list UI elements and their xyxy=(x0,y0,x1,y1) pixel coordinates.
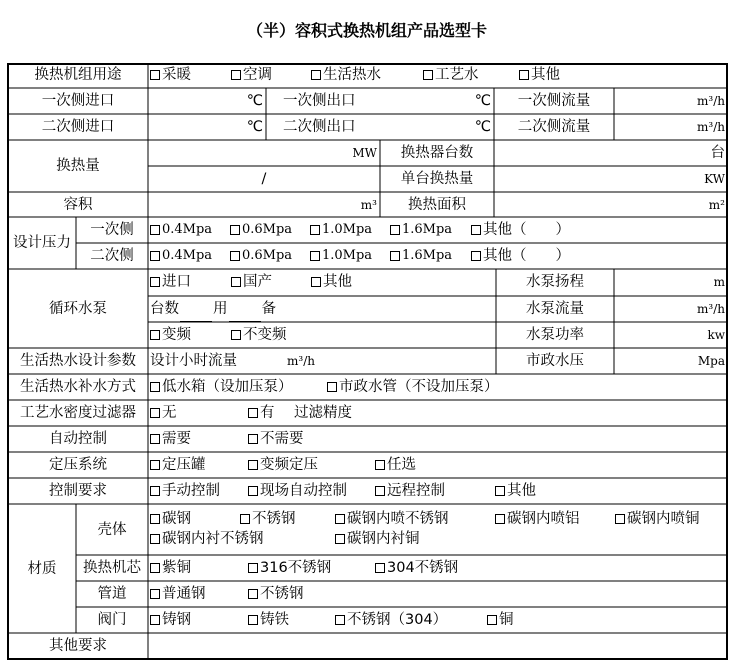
option-label: 铸钢 xyxy=(162,612,191,628)
pump-origin-option[interactable] xyxy=(311,269,352,295)
control-option[interactable] xyxy=(495,478,536,504)
pressure-label: 设计压力 xyxy=(13,235,71,251)
checkbox-icon[interactable] xyxy=(231,277,241,287)
option-label: 任选 xyxy=(387,457,416,473)
option-label: 不锈钢 xyxy=(252,511,296,527)
checkbox-icon[interactable] xyxy=(150,486,160,496)
checkbox-icon[interactable] xyxy=(311,70,321,80)
dhw-hourly-flow-field[interactable]: m³/h xyxy=(287,354,315,368)
checkbox-icon[interactable] xyxy=(150,615,160,625)
primary-flow-label: 一次侧流量 xyxy=(517,93,591,109)
usage-option-heating[interactable] xyxy=(150,62,191,88)
pressurization-option[interactable] xyxy=(150,452,206,478)
checkbox-icon[interactable] xyxy=(248,563,258,573)
shell-option[interactable] xyxy=(335,526,420,552)
option-label: 1.0Mpa xyxy=(322,248,373,263)
heat-count-field[interactable]: 台 xyxy=(710,145,725,161)
usage-label: 换热机组用途 xyxy=(34,67,122,83)
primary-inlet-label: 一次侧进口 xyxy=(41,93,115,109)
pump-standby-label: 备 xyxy=(261,301,276,317)
shell-option[interactable] xyxy=(495,506,580,532)
dhw-hourly-flow-label: 设计小时流量 xyxy=(150,353,237,369)
secondary-outlet-label: 二次侧出口 xyxy=(283,119,356,135)
control-label: 控制要求 xyxy=(49,483,107,499)
shell-option[interactable] xyxy=(615,506,700,532)
control-option[interactable] xyxy=(248,478,347,504)
checkbox-icon[interactable] xyxy=(471,225,481,235)
option-label: 铜 xyxy=(499,612,514,628)
pump-origin-option[interactable] xyxy=(150,269,191,295)
core-label: 换热机芯 xyxy=(83,560,141,576)
option-label: 进口 xyxy=(162,274,191,290)
heat-split-field[interactable]: / xyxy=(261,171,267,187)
primary-outlet-field[interactable]: ℃ xyxy=(474,93,491,109)
checkbox-icon[interactable] xyxy=(150,225,160,235)
pipe-option[interactable] xyxy=(150,581,206,607)
option-label: 手动控制 xyxy=(162,483,220,499)
pump-flow-field[interactable]: m³/h xyxy=(697,302,725,316)
auto-control-option[interactable] xyxy=(150,426,191,452)
other-requirements-label: 其他要求 xyxy=(49,638,107,654)
option-label: 采暖 xyxy=(162,67,191,83)
checkbox-icon[interactable] xyxy=(248,434,258,444)
checkbox-icon[interactable] xyxy=(390,251,400,261)
pump-freq-option[interactable] xyxy=(231,322,287,348)
makeup-option[interactable] xyxy=(327,374,499,400)
shell-label: 壳体 xyxy=(97,522,127,538)
pump-freq-option[interactable] xyxy=(150,322,191,348)
pump-duty-input[interactable] xyxy=(180,307,212,322)
pump-standby-input[interactable] xyxy=(229,307,261,322)
option-label: 空调 xyxy=(243,67,272,83)
pressure-option[interactable] xyxy=(390,243,452,269)
usage-option-process[interactable] xyxy=(423,62,479,88)
option-label: 无 xyxy=(162,405,177,421)
option-label: 铸铁 xyxy=(260,612,289,628)
unit-heat-label: 单台换热量 xyxy=(400,171,474,187)
usage-option-ac[interactable] xyxy=(231,62,272,88)
pressure-option[interactable] xyxy=(310,243,372,269)
filter-precision-label: 过滤精度 xyxy=(294,405,352,421)
checkbox-icon[interactable] xyxy=(495,514,505,524)
page-title: （半）容积式换热机组产品选型卡 xyxy=(246,21,487,40)
pump-head-label: 水泵扬程 xyxy=(526,274,584,290)
checkbox-icon[interactable] xyxy=(390,225,400,235)
unit-heat-field[interactable]: KW xyxy=(704,172,725,186)
pump-origin-option[interactable] xyxy=(231,269,272,295)
checkbox-icon[interactable] xyxy=(423,70,433,80)
volume-field[interactable]: m³ xyxy=(360,198,377,212)
auto-control-label: 自动控制 xyxy=(49,431,107,447)
pressurization-option[interactable] xyxy=(248,452,318,478)
checkbox-icon[interactable] xyxy=(150,460,160,470)
valve-option[interactable] xyxy=(335,607,447,633)
checkbox-icon[interactable] xyxy=(375,486,385,496)
option-label: 低水箱（设加压泵） xyxy=(162,379,293,395)
valve-option[interactable] xyxy=(487,607,514,633)
pump-head-field[interactable]: m xyxy=(713,275,725,289)
pressure-primary-label: 一次侧 xyxy=(90,222,134,238)
option-label: 1.6Mpa xyxy=(402,248,453,263)
checkbox-icon[interactable] xyxy=(248,408,258,418)
checkbox-icon[interactable] xyxy=(230,251,240,261)
core-option[interactable] xyxy=(248,555,331,581)
secondary-inlet-field[interactable]: ℃ xyxy=(246,119,263,135)
usage-option-other[interactable] xyxy=(519,62,560,88)
core-option[interactable] xyxy=(375,555,458,581)
checkbox-icon[interactable] xyxy=(248,486,258,496)
pressurization-option[interactable] xyxy=(375,452,416,478)
checkbox-icon[interactable] xyxy=(487,615,497,625)
checkbox-icon[interactable] xyxy=(310,225,320,235)
pump-label: 循环水泵 xyxy=(49,301,107,317)
pressure-secondary-label: 二次侧 xyxy=(90,248,134,264)
pressure-option[interactable] xyxy=(230,243,292,269)
volume-label: 容积 xyxy=(63,197,93,213)
option-label: 碳钢内喷铜 xyxy=(627,511,700,527)
checkbox-icon[interactable] xyxy=(310,251,320,261)
heat-count-label: 换热器台数 xyxy=(400,145,474,161)
checkbox-icon[interactable] xyxy=(335,534,345,544)
option-label: 1.0Mpa xyxy=(322,222,373,237)
pressure-option[interactable] xyxy=(310,217,372,243)
option-label: 需要 xyxy=(162,431,191,447)
other-requirements-field[interactable] xyxy=(150,633,725,659)
pressure-option[interactable] xyxy=(390,217,452,243)
filter-option[interactable] xyxy=(248,400,275,426)
option-label: 碳钢 xyxy=(162,511,191,527)
option-label: 0.4Mpa xyxy=(162,248,213,263)
core-option[interactable] xyxy=(150,555,191,581)
pressurization-label: 定压系统 xyxy=(49,457,107,473)
option-label: 其他（ ） xyxy=(483,222,570,238)
option-label: 现场自动控制 xyxy=(260,483,347,499)
pump-duty-label: 用 xyxy=(213,301,228,317)
pressure-option[interactable] xyxy=(150,243,212,269)
option-label: 其他 xyxy=(323,274,352,290)
pump-flow-label: 水泵流量 xyxy=(526,301,584,317)
checkbox-icon[interactable] xyxy=(231,70,241,80)
option-label: 316不锈钢 xyxy=(260,560,332,576)
option-label: 碳钢内喷铝 xyxy=(507,511,580,527)
auto-control-option[interactable] xyxy=(248,426,304,452)
option-label: 不需要 xyxy=(260,431,304,447)
option-label: 304不锈钢 xyxy=(387,560,459,576)
pressure-option[interactable] xyxy=(471,217,570,243)
checkbox-icon[interactable] xyxy=(230,225,240,235)
option-label: 市政水管（不设加压泵） xyxy=(339,379,499,395)
checkbox-icon[interactable] xyxy=(519,70,529,80)
filter-option[interactable] xyxy=(150,400,177,426)
option-label: 其他 xyxy=(507,483,536,499)
checkbox-icon[interactable] xyxy=(150,70,160,80)
secondary-flow-label: 二次侧流量 xyxy=(517,119,591,135)
checkbox-icon[interactable] xyxy=(150,382,160,392)
pressure-option[interactable] xyxy=(471,243,570,269)
option-label: 0.6Mpa xyxy=(242,248,293,263)
checkbox-icon[interactable] xyxy=(150,589,160,599)
option-label: 碳钢内衬铜 xyxy=(347,531,420,547)
area-label: 换热面积 xyxy=(408,197,466,213)
primary-inlet-field[interactable]: ℃ xyxy=(246,93,263,109)
checkbox-icon[interactable] xyxy=(335,514,345,524)
pump-count xyxy=(150,296,276,322)
makeup-option[interactable] xyxy=(150,374,293,400)
shell-option[interactable] xyxy=(150,526,264,552)
option-label: 不锈钢（304） xyxy=(347,612,448,628)
checkbox-icon[interactable] xyxy=(248,615,258,625)
checkbox-icon[interactable] xyxy=(311,277,321,287)
option-label: 紫铜 xyxy=(162,560,191,576)
pump-count-label: 台数 xyxy=(150,301,179,317)
option-label: 变频定压 xyxy=(260,457,318,473)
checkbox-icon[interactable] xyxy=(375,563,385,573)
heat-total-field[interactable]: MW xyxy=(352,146,377,160)
primary-flow-field[interactable]: m³/h xyxy=(697,94,725,108)
control-option[interactable] xyxy=(150,478,220,504)
option-label: 变频 xyxy=(162,327,191,343)
checkbox-icon[interactable] xyxy=(150,408,160,418)
secondary-outlet-field[interactable]: ℃ xyxy=(474,119,491,135)
control-option[interactable] xyxy=(375,478,445,504)
municipal-pressure-label: 市政水压 xyxy=(526,353,584,369)
secondary-flow-field[interactable]: m³/h xyxy=(697,120,725,134)
dhw-label: 生活热水设计参数 xyxy=(20,353,136,369)
pressure-option[interactable] xyxy=(230,217,292,243)
option-label: 1.6Mpa xyxy=(402,222,453,237)
option-label: 碳钢内衬不锈钢 xyxy=(162,531,264,547)
checkbox-icon[interactable] xyxy=(150,277,160,287)
option-label: 有 xyxy=(260,405,275,421)
checkbox-icon[interactable] xyxy=(375,460,385,470)
valve-option[interactable] xyxy=(150,607,191,633)
area-field[interactable]: m² xyxy=(708,198,725,212)
filter-label: 工艺水密度过滤器 xyxy=(20,405,136,421)
option-label: 工艺水 xyxy=(435,67,479,83)
checkbox-icon[interactable] xyxy=(150,434,160,444)
primary-outlet-label: 一次侧出口 xyxy=(283,93,356,109)
option-label: 不锈钢 xyxy=(260,586,304,602)
checkbox-icon[interactable] xyxy=(335,615,345,625)
checkbox-icon[interactable] xyxy=(150,534,160,544)
option-label: 0.4Mpa xyxy=(162,222,213,237)
pump-power-field[interactable]: kw xyxy=(707,328,725,342)
option-label: 不变频 xyxy=(243,327,287,343)
secondary-inlet-label: 二次侧进口 xyxy=(41,119,115,135)
pipe-option[interactable] xyxy=(248,581,304,607)
checkbox-icon[interactable] xyxy=(471,251,481,261)
checkbox-icon[interactable] xyxy=(150,330,160,340)
option-label: 国产 xyxy=(243,274,272,290)
usage-option-dhw[interactable] xyxy=(311,62,381,88)
municipal-pressure-field[interactable]: Mpa xyxy=(697,354,725,368)
heat-label: 换热量 xyxy=(56,158,100,174)
option-label: 0.6Mpa xyxy=(242,222,293,237)
valve-label: 阀门 xyxy=(97,612,127,628)
checkbox-icon[interactable] xyxy=(240,514,250,524)
material-label: 材质 xyxy=(27,561,57,577)
option-label: 远程控制 xyxy=(387,483,445,499)
checkbox-icon[interactable] xyxy=(150,514,160,524)
option-label: 定压罐 xyxy=(162,457,206,473)
checkbox-icon[interactable] xyxy=(231,330,241,340)
checkbox-icon[interactable] xyxy=(615,514,625,524)
valve-option[interactable] xyxy=(248,607,289,633)
pipe-label: 管道 xyxy=(97,586,127,602)
checkbox-icon[interactable] xyxy=(327,382,337,392)
checkbox-icon[interactable] xyxy=(248,589,258,599)
pump-power-label: 水泵功率 xyxy=(526,327,584,343)
pressure-option[interactable] xyxy=(150,217,212,243)
checkbox-icon[interactable] xyxy=(248,460,258,470)
makeup-label: 生活热水补水方式 xyxy=(20,379,136,395)
checkbox-icon[interactable] xyxy=(150,251,160,261)
option-label: 其他（ ） xyxy=(483,248,570,264)
option-label: 生活热水 xyxy=(323,67,381,83)
checkbox-icon[interactable] xyxy=(495,486,505,496)
option-label: 普通钢 xyxy=(162,586,206,602)
checkbox-icon[interactable] xyxy=(150,563,160,573)
option-label: 其他 xyxy=(531,67,560,83)
option-label: 碳钢内喷不锈钢 xyxy=(347,511,449,527)
